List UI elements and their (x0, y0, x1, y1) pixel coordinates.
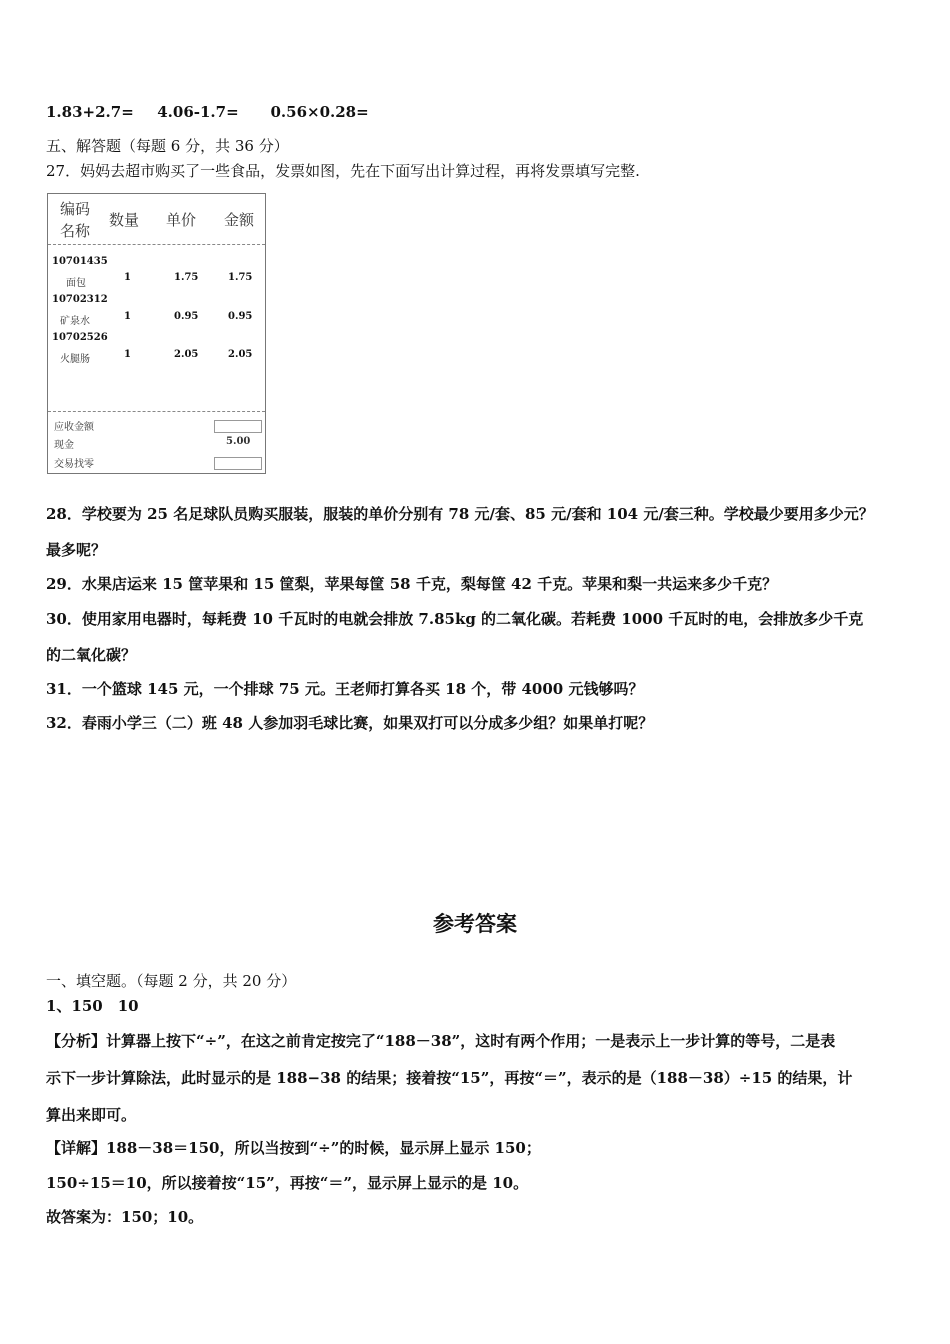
item-1-price: 1.75 (174, 272, 199, 283)
item-3-qty: 1 (124, 349, 131, 360)
item-1-amount: 1.75 (228, 272, 253, 283)
change-label: 交易找零 (54, 459, 94, 470)
receipt-header (48, 194, 265, 245)
header-amount: 金额 (224, 211, 255, 229)
item-2-price: 0.95 (174, 311, 199, 322)
question-32: 32．春雨小学三（二）班 48 人参加羽毛球比赛，如果双打可以分成多少组？如果单打呢？ (46, 714, 654, 732)
item-3-price: 2.05 (174, 349, 199, 360)
item-1-name: 面包 (66, 278, 86, 289)
section1-title: 一、填空题。（每题 2 分，共 20 分） (46, 972, 297, 990)
question-30-line1: 30．使用家用电器时，每耗费 10 千瓦时的电就会排放 7.85kg 的二氧化碳。若耗费 1000 千瓦时的电，会排放多少千克 (46, 610, 864, 628)
item-1-code: 10701435 (52, 256, 108, 267)
header-name: 名称 (60, 222, 91, 240)
due-amount-box[interactable] (214, 420, 262, 433)
analysis-line2: 示下一步计算除法，此时显示的是 188−38 的结果；接着按“15”，再按“＝”，表示的是（188－38）÷15 的结果，计 (46, 1069, 853, 1087)
header-price: 单价 (166, 211, 197, 229)
answer-1: 1、150 10 (46, 997, 139, 1015)
final-answer: 故答案为：150；10。 (46, 1208, 204, 1226)
question-27: 27．妈妈去超市购买了一些食品，发票如图，先在下面写出计算过程，再将发票填写完整. (46, 162, 640, 180)
question-28-line1: 28．学校要为 25 名足球队员购买服装，服装的单价分别有 78 元/套、85 元/套和 104 元/套三种。学校最少要用多少元？ (46, 505, 874, 523)
calc-item-1: 1.83+2.7= (46, 103, 134, 121)
detail-line1: 【详解】188－38＝150，所以当按到“÷”的时候，显示屏上显示 150； (46, 1139, 541, 1157)
change-amount-box[interactable] (214, 457, 262, 470)
detail-line2: 150÷15＝10，所以接着按“15”，再按“＝”，显示屏上显示的是 10。 (46, 1174, 529, 1192)
question-30-line2: 的二氧化碳？ (46, 646, 137, 664)
item-3-name: 火腿肠 (60, 354, 90, 365)
header-code: 编码 (60, 200, 91, 218)
item-2-qty: 1 (124, 311, 131, 322)
calc-item-3: 0.56×0.28= (270, 103, 369, 121)
receipt-footer (48, 411, 265, 470)
due-label: 应收金额 (54, 422, 94, 433)
question-31: 31．一个篮球 145 元，一个排球 75 元。王老师打算各买 18 个，带 4000 元钱够吗？ (46, 680, 644, 698)
question-28-line2: 最多呢？ (46, 541, 107, 559)
cash-value: 5.00 (226, 436, 251, 447)
header-qty: 数量 (109, 211, 140, 229)
analysis-line3: 算出来即可。 (46, 1106, 137, 1124)
item-2-amount: 0.95 (228, 311, 253, 322)
analysis-line1: 【分析】计算器上按下“÷”，在这之前肯定按完了“188－38”，这时有两个作用；一是表示上一步计算的等号，二是表 (46, 1032, 836, 1050)
receipt (47, 193, 266, 474)
calc-item-2: 4.06-1.7= (157, 103, 239, 121)
item-2-code: 10702312 (52, 294, 108, 305)
item-2-name: 矿泉水 (60, 316, 90, 327)
item-1-qty: 1 (124, 272, 131, 283)
section5-title: 五、解答题（每题 6 分，共 36 分） (46, 137, 289, 155)
question-29: 29．水果店运来 15 筐苹果和 15 筐梨，苹果每筐 58 千克，梨每筐 42 千克。苹果和梨一共运来多少千克？ (46, 575, 778, 593)
calculation-line (46, 102, 369, 122)
cash-label: 现金 (54, 440, 74, 451)
item-3-amount: 2.05 (228, 349, 253, 360)
item-3-code: 10702526 (52, 332, 108, 343)
answers-title: 参考答案 (433, 911, 517, 936)
